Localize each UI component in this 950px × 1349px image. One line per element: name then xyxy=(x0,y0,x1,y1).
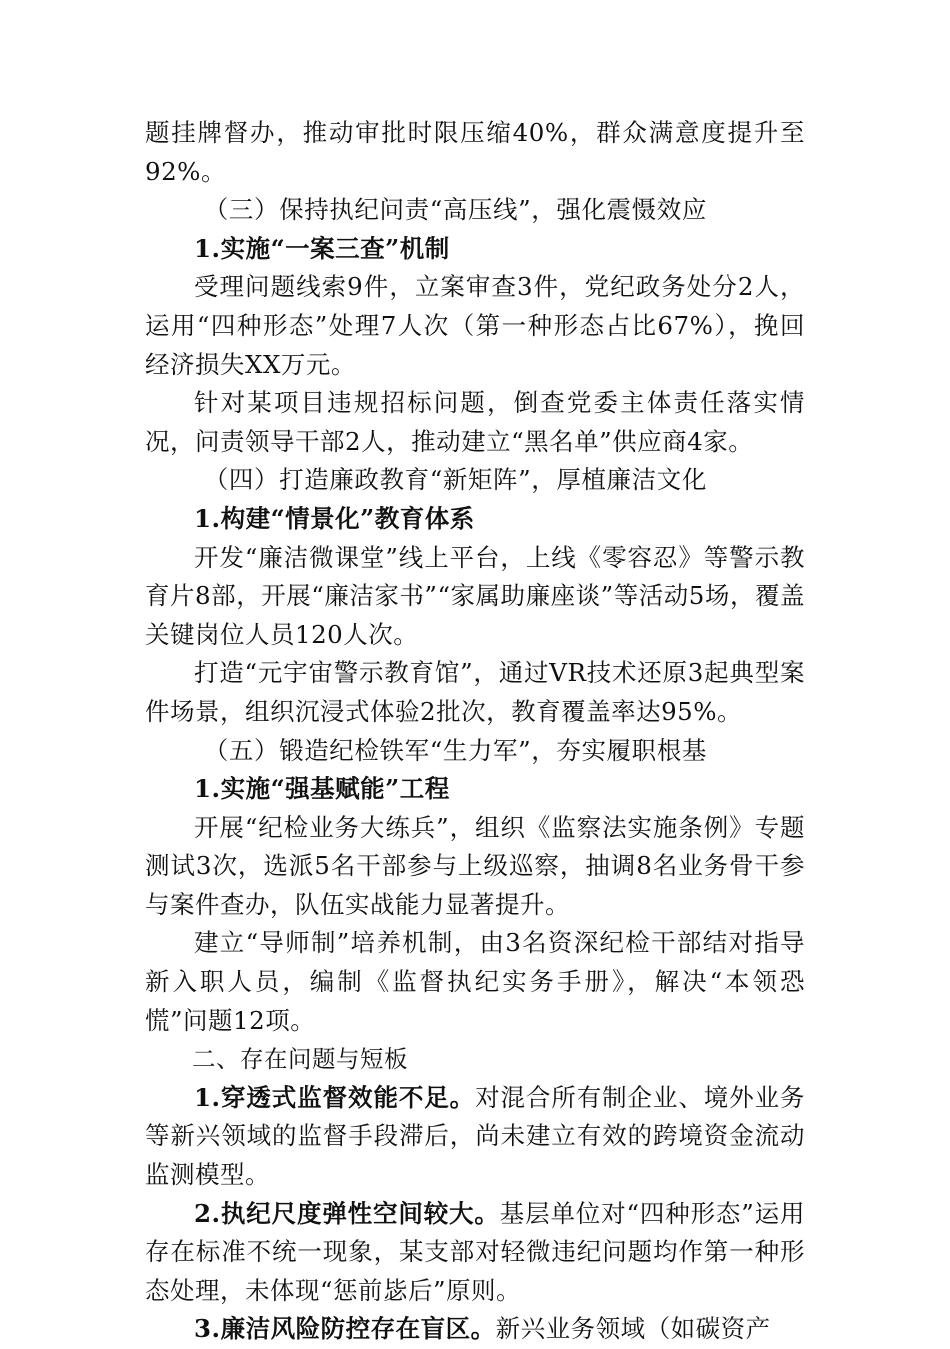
problem-body: 新兴业务领域（如碳资产 xyxy=(495,1314,771,1344)
document-body xyxy=(145,114,805,1349)
paragraph-continuation: 题挂牌督办，推动审批时限压缩40%，群众满意度提升至92%。 xyxy=(145,118,805,186)
item-heading-4-1: 1.构建“情景化”教育体系 xyxy=(194,503,475,533)
paragraph: 开发“廉洁微课堂”线上平台，上线《零容忍》等警示教育片8部，开展“廉洁家书”“家属助廉座谈”等活动5场，覆盖关键岗位人员120人次。 xyxy=(145,542,805,649)
subsection-heading-4: （四）打造廉政教育“新矩阵”，厚植廉洁文化 xyxy=(203,465,707,495)
paragraph: 建立“导师制”培养机制，由3名资深纪检干部结对指导新入职人员，编制《监督执纪实务手册》，解决“本领恐慌”问题12项。 xyxy=(145,928,805,1035)
problem-item-2 xyxy=(145,1195,805,1311)
paragraph: 开展“纪检业务大练兵”，组织《监察法实施条例》专题测试3次，选派5名干部参与上级巡察，抽调8名业务骨干参与案件查办，队伍实战能力显著提升。 xyxy=(145,812,805,919)
paragraph: 受理问题线索9件，立案审查3件，党纪政务处分2人，运用“四种形态”处理7人次（第一种形态占比67%），挽回经济损失XX万元。 xyxy=(145,272,805,379)
problem-lead: 2.执纪尺度弹性空间较大。 xyxy=(194,1198,500,1228)
paragraph: 打造“元宇宙警示教育馆”，通过VR技术还原3起典型案件场景，组织沉浸式体验2批次，教育覆盖率达95%。 xyxy=(145,658,805,726)
section-heading-2: 二、存在问题与短板 xyxy=(192,1045,408,1074)
problem-lead: 1.穿透式监督效能不足。 xyxy=(194,1082,476,1112)
problem-body: 对混合所有制企业、境外业务等新兴领域的监督手段滞后，尚未建立有效的跨境资金流动监测模型。 xyxy=(145,1082,806,1190)
item-heading-3-1: 1.实施“一案三查”机制 xyxy=(194,233,450,263)
problem-item-3 xyxy=(145,1310,805,1349)
subsection-heading-5: （五）锻造纪检铁军“生力军”，夯实履职根基 xyxy=(203,735,707,765)
item-heading-5-1: 1.实施“强基赋能”工程 xyxy=(194,774,450,804)
paragraph: 针对某项目违规招标问题，倒查党委主体责任落实情况，问责领导干部2人，推动建立“黑名单”供应商4家。 xyxy=(145,388,805,456)
problem-item-1 xyxy=(145,1079,805,1195)
problem-lead: 3.廉洁风险防控存在盲区。 xyxy=(194,1314,496,1344)
problem-body: 基层单位对“四种形态”运用存在标准不统一现象，某支部对轻微违纪问题均作第一种形态处理，未体现“惩前毖后”原则。 xyxy=(145,1198,805,1305)
subsection-heading-3: （三）保持执纪问责“高压线”，强化震慑效应 xyxy=(203,195,707,225)
